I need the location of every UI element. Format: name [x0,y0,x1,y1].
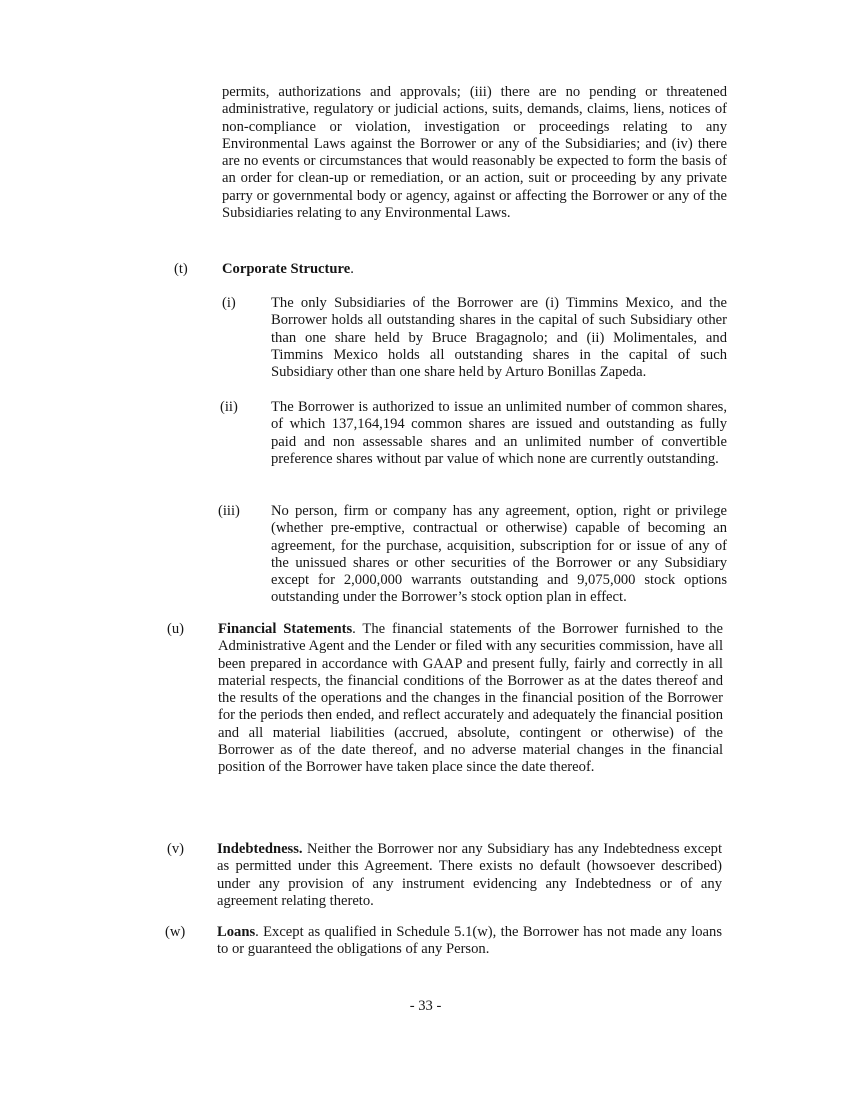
section-label-t: (t) [174,261,188,277]
section-paragraph-v [217,841,722,910]
paragraph-text-v: Neither the Borrower nor any Subsidiary has any Indebtedness except as permitted under this Agreement. There exists no default (howsoever described) under any provision of any instrument evidencing any Indebtedness or of any agreement relating thereto. [217,841,722,909]
item-label-t-i: (i) [222,295,236,311]
section-label-v: (v) [167,841,185,857]
heading-financial-statements: Financial Statements [218,621,353,637]
page-number: - 33 - [409,998,442,1014]
section-heading-t [222,261,727,278]
section-label-u: (u) [167,621,185,637]
section-paragraph-w [217,924,722,959]
heading-corporate-structure: Corporate Structure [222,261,351,277]
heading-period: . [350,261,354,277]
item-text-t-i: The only Subsidiaries of the Borrower are (i) Timmins Mexico, and the Borrower holds all outstanding shares in the capital of such Subsidiary other than one share held by Bruce Bragagnolo; and (ii) Molimentales, and Timmins Mexico holds all outstanding shares in the capital of such Subsidiary other than one share held by Arturo Bonillas Zapeda. [271,295,727,381]
item-text-t-iii: No person, firm or company has any agreement, option, right or privilege (whether pre-emptive, contractual or otherwise) capable of becoming an agreement, for the purchase, acquisition, subscription for or issue of any of the unissued shares or other securities of the Borrower or any Subsidiary except for 2,000,000 warrants outstanding and 9,075,000 stock options outstanding under the Borrower’s stock option plan in effect. [271,503,727,606]
heading-loans: Loans [217,924,256,940]
item-text-t-ii: The Borrower is authorized to issue an unlimited number of common shares, of which 137,164,194 common shares are issued and outstanding as fully paid and non assessable shares and an unlimited number of convertible preference shares without par value of which none are currently outstanding. [271,399,727,467]
item-label-t-ii: (ii) [220,399,238,415]
section-label-w: (w) [165,924,186,940]
section-paragraph-u [218,621,723,777]
item-label-t-iii: (iii) [218,503,240,519]
continuation-paragraph: permits, authorizations and approvals; (iii) there are no pending or threatened administrative, regulatory or judicial actions, suits, demands, claims, liens, notices of non-compliance or violation, investigation or proceedings relating to any Environmental Laws against the Borrower or any of the Subsidiaries; and (iv) there are no events or circumstances that would reasonably be expected to form the basis of an order for clean-up or remediation, or an action, suit or proceeding by any private parry or governmental body or agency, against or affecting the Borrower or any of the Subsidiaries relating to any Environmental Laws. [222,84,727,222]
heading-indebtedness: Indebtedness. [217,841,303,857]
paragraph-text-u: . The financial statements of the Borrower furnished to the Administrative Agent and the Lender or filed with any securities commission, have all been prepared in accordance with GAAP and present fully, fairly and correctly in all material respects, the financial conditions of the Borrower as at the dates thereof and the results of the operations and the changes in the financial position of the Borrower for the periods then ended, and reflect accurately and adequately the financial position and all material liabilities (accrued, absolute, contingent or otherwise) of the Borrower as of the date thereof, and no adverse material changes in the financial position of the Borrower have taken place since the date thereof. [218,621,723,776]
paragraph-text-w: . Except as qualified in Schedule 5.1(w), the Borrower has not made any loans to or guaranteed the obligations of any Person. [217,924,722,958]
